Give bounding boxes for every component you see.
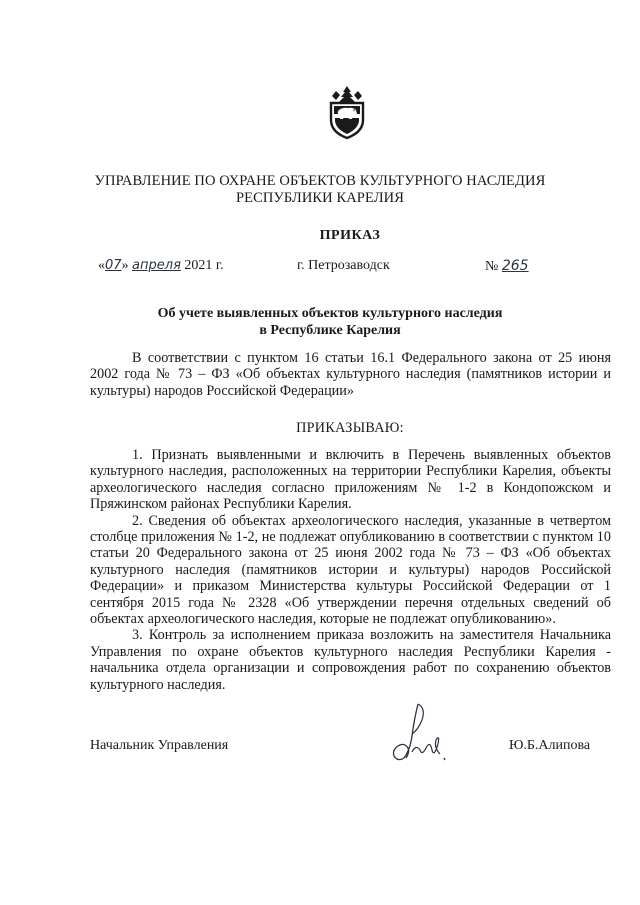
organization-line-1: УПРАВЛЕНИЕ ПО ОХРАНЕ ОБЪЕКТОВ КУЛЬТУРНОГО НАСЛЕДИЯ — [94, 173, 546, 189]
handwritten-signature — [378, 700, 454, 766]
date-close-quote: » — [121, 258, 129, 273]
city: г. Петрозаводск — [297, 258, 390, 273]
order-item-3: 3. Контроль за исполнением приказа возложить на заместителя Начальника Управления по охране объектов культурного наследия Республики Карелия - начальника отдела организации и сопровождения работ по сохранению объектов культурного наследия. — [90, 627, 611, 693]
organization-name — [60, 173, 580, 207]
date-day: 07 — [105, 258, 122, 273]
coat-of-arms-icon — [326, 84, 368, 140]
order-item-2: 2. Сведения об объектах археологического наследия, указанные в четвертом столбце приложения № 1-2, не подлежат опубликованию в соответствии с пунктом 10 статьи 20 Федерального закона от 25 июня 2002 года № 73 – ФЗ «Об объектах культурного наследия (памятников истории и культуры) народов Российской Федерации» и приказом Министерства культуры Российской Федерации от 1 сентября 2015 года № 2328 «Об утверждении перечня отдельных сведений об объектах археологического наследия, которые не подлежат опубликованию». — [90, 512, 611, 628]
date-month: апреля — [132, 258, 181, 273]
date-year: 2021 г. — [184, 258, 224, 273]
subject-line-1: Об учете выявленных объектов культурного наследия — [157, 306, 503, 321]
date-field — [98, 258, 224, 274]
signatory-name: Ю.Б.Алипова — [509, 738, 591, 753]
date-open-quote: « — [98, 258, 105, 273]
subject — [80, 305, 580, 339]
document-type: ПРИКАЗ — [319, 228, 381, 243]
preamble: В соответствии с пунктом 16 статьи 16.1 Федерального закона от 25 июня 2002 года № 73 – ФЗ «Об объектах культурного наследия (памятников истории и культуры) народов Российской Федерации» — [90, 350, 611, 399]
signatory-title: Начальник Управления — [90, 738, 229, 753]
number-value: 265 — [501, 258, 529, 274]
order-items — [90, 447, 611, 693]
number-label: № — [485, 259, 499, 274]
order-number — [485, 258, 529, 275]
order-directive: ПРИКАЗЫВАЮ: — [296, 420, 404, 436]
organization-line-2: РЕСПУБЛИКИ КАРЕЛИЯ — [235, 190, 405, 206]
subject-line-2: в Республике Карелия — [259, 323, 401, 338]
order-item-1: 1. Признать выявленными и включить в Перечень выявленных объектов культурного наследия, расположенных на территории Республики Карелия, объекты археологического наследия согласно приложениям № 1-2 в Кондопожском и Пряжинском районах Республики Карелия. — [90, 447, 611, 513]
